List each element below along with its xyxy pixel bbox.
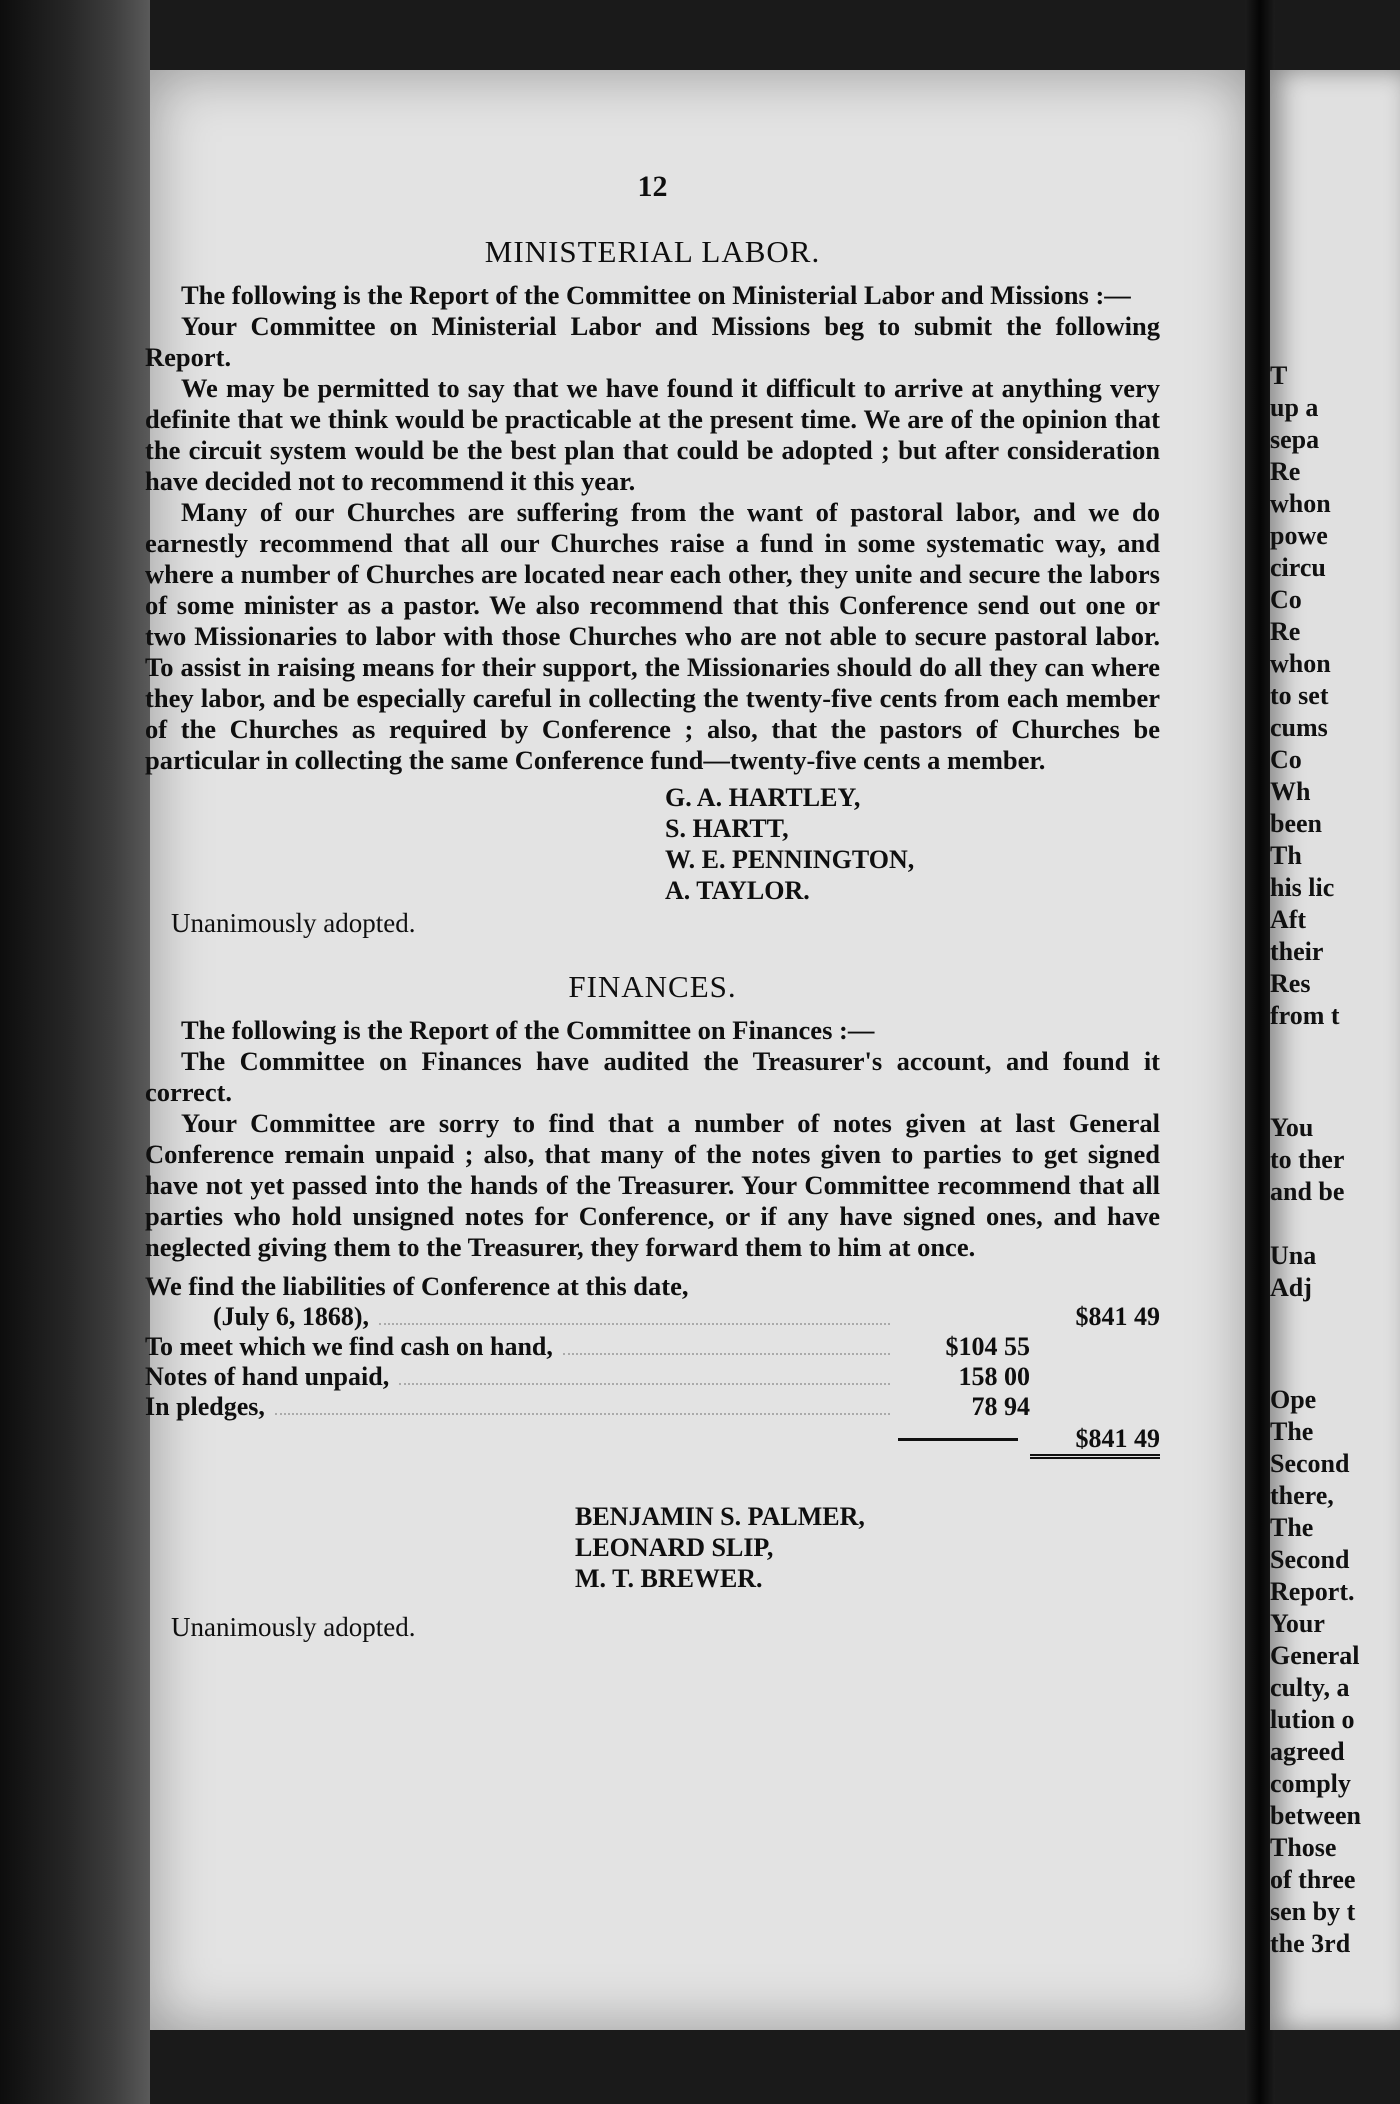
facing-page-line: Your	[1270, 1609, 1325, 1638]
ledger-row-label: In pledges,	[145, 1392, 265, 1421]
facing-page-line: of three	[1270, 1865, 1356, 1894]
facing-page-line: Una	[1270, 1241, 1317, 1270]
ledger-row-label: Notes of hand unpaid,	[145, 1362, 390, 1391]
ledger-title: We find the liabilities of Conference at this date,	[145, 1271, 689, 1301]
facing-page-text	[1270, 360, 1400, 1960]
signatory: LEONARD SLIP,	[575, 1533, 774, 1562]
facing-page-line: Adj	[1270, 1273, 1312, 1302]
ledger-total-row	[145, 1424, 1160, 1459]
ledger-row	[145, 1332, 1160, 1362]
facing-page-line: T	[1270, 361, 1288, 390]
facing-page-line: Ope	[1270, 1385, 1317, 1414]
facing-page-line: Second	[1270, 1449, 1350, 1478]
facing-page-line: his lic	[1270, 873, 1335, 902]
facing-page-line: The	[1270, 1417, 1314, 1446]
facing-page-line: there,	[1270, 1481, 1334, 1510]
ledger-row	[145, 1392, 1160, 1422]
facing-page-spacer	[1270, 1208, 1400, 1240]
facing-page-line: powe	[1270, 521, 1328, 550]
facing-page-line: Re	[1270, 617, 1301, 646]
ministerial-labor-section	[145, 234, 1160, 939]
signatory: W. E. PENNINGTON,	[665, 845, 915, 874]
ledger-row-amount: $841 49	[1075, 1302, 1160, 1331]
facing-page-line: Re	[1270, 457, 1301, 486]
ledger-row	[145, 1362, 1160, 1392]
signatory: M. T. BREWER.	[575, 1564, 763, 1593]
ministerial-adopted-note: Unanimously adopted.	[171, 908, 416, 938]
facing-page-line: sepa	[1270, 425, 1320, 454]
facing-page-line: Co	[1270, 745, 1302, 774]
facing-page-line: Second	[1270, 1545, 1350, 1574]
facing-page-line: the 3rd	[1270, 1929, 1351, 1958]
ministerial-intro: The following is the Report of the Committee on Ministerial Labor and Missions :—	[181, 280, 1131, 310]
facing-page-spacer	[1270, 1032, 1400, 1112]
ministerial-signatories	[665, 782, 1160, 906]
ledger-row-subamount: $104 55	[945, 1332, 1030, 1361]
facing-page-line: to ther	[1270, 1145, 1345, 1174]
signatory: BENJAMIN S. PALMER,	[575, 1502, 865, 1531]
facing-page-line: culty, a	[1270, 1673, 1350, 1702]
signatory: G. A. HARTLEY,	[665, 783, 861, 812]
facing-page-line: sen by t	[1270, 1897, 1356, 1926]
dot-leader	[399, 1383, 890, 1385]
ledger-row-label: To meet which we find cash on hand,	[145, 1332, 553, 1361]
book-binding-edge	[0, 0, 150, 2104]
facing-page-line: Th	[1270, 841, 1302, 870]
ministerial-paragraph-1: Your Committee on Ministerial Labor and Missions beg to submit the following Report.	[145, 311, 1160, 372]
dot-leader	[275, 1413, 890, 1415]
facing-page-line: Wh	[1270, 777, 1311, 806]
sum-rule	[898, 1438, 1018, 1459]
facing-page-line: up a	[1270, 393, 1319, 422]
facing-page-line: lution o	[1270, 1705, 1355, 1734]
facing-page-line: between	[1270, 1801, 1361, 1830]
ledger-row-subamount: 78 94	[971, 1392, 1030, 1421]
facing-page-line: whon	[1270, 489, 1331, 518]
finances-paragraph-2: Your Committee are sorry to find that a number of notes given at last General Conference remain unpaid ; also, that many of the notes given to parties to get signed have not yet passed into the hands of the Treasurer. Your Committee recommend that all parties who hold unsigned notes for Conference, or if any have signed ones, and have neglected giving them to the Treasurer, they forward them to him at once.	[145, 1108, 1160, 1262]
finances-intro: The following is the Report of the Committee on Finances :—	[181, 1015, 875, 1045]
facing-page-fragment	[1270, 70, 1400, 2030]
finances-signatories	[575, 1501, 1160, 1594]
facing-page-line: whon	[1270, 649, 1331, 678]
facing-page-line: and be	[1270, 1177, 1345, 1206]
facing-page-spacer	[1270, 1304, 1400, 1384]
facing-page-line: to set	[1270, 681, 1329, 710]
ledger-row-label: (July 6, 1868),	[213, 1302, 369, 1331]
finances-adopted-note: Unanimously adopted.	[171, 1612, 416, 1642]
facing-page-line: General	[1270, 1641, 1360, 1670]
facing-page-line: You	[1270, 1113, 1314, 1142]
facing-page-line: Co	[1270, 585, 1302, 614]
facing-page-line: from t	[1270, 1001, 1340, 1030]
dot-leader	[379, 1323, 890, 1325]
facing-page-line: Aft	[1270, 905, 1307, 934]
finances-heading: FINANCES.	[568, 969, 737, 1004]
facing-page-line: their	[1270, 937, 1324, 966]
finances-section	[145, 969, 1160, 1643]
ministerial-paragraph-3: Many of our Churches are suffering from the want of pastoral labor, and we do earnestly recommend that all our Churches raise a fund in some systematic way, and where a number of Churches are located near each other, they unite and secure the labors of some minister as a pastor. We also recommend that this Conference send out one or two Missionaries to labor with those Churches who are not able to secure pastoral labor. To assist in raising means for their support, the Missionaries should do all they can where they labor, and be especially careful in collecting the twenty-five cents from each member of the Churches as required by Conference ; also, that the pastors of Churches be particular in collecting the same Conference fund—twenty-five cents a member.	[145, 497, 1160, 775]
ledger-total: $841 49	[1030, 1424, 1160, 1459]
facing-page-line: been	[1270, 809, 1322, 838]
facing-page-line: Those	[1270, 1833, 1337, 1862]
dot-leader	[563, 1353, 890, 1355]
ledger-row-subamount: 158 00	[958, 1362, 1030, 1391]
facing-page-line: agreed	[1270, 1737, 1345, 1766]
facing-page-line: circu	[1270, 553, 1326, 582]
ledger-row	[145, 1302, 1160, 1332]
signatory: A. TAYLOR.	[665, 876, 810, 905]
finances-paragraph-1: The Committee on Finances have audited the Treasurer's account, and found it correct.	[145, 1046, 1160, 1107]
liabilities-ledger	[145, 1271, 1160, 1459]
facing-page-line: Report.	[1270, 1577, 1355, 1606]
page-number: 12	[637, 170, 668, 203]
ministerial-labor-heading: MINISTERIAL LABOR.	[484, 234, 821, 269]
facing-page-line: cums	[1270, 713, 1328, 742]
facing-page-line: The	[1270, 1513, 1314, 1542]
ministerial-paragraph-2: We may be permitted to say that we have found it difficult to arrive at anything very definite that we think would be practicable at the present time. We are of the opinion that the circuit system would be the best plan that could be adopted ; but after consideration have decided not to recommend it this year.	[145, 373, 1160, 496]
page-content	[145, 170, 1160, 1643]
signatory: S. HARTT,	[665, 814, 789, 843]
facing-page-line: Res	[1270, 969, 1311, 998]
facing-page-line: comply	[1270, 1769, 1351, 1798]
